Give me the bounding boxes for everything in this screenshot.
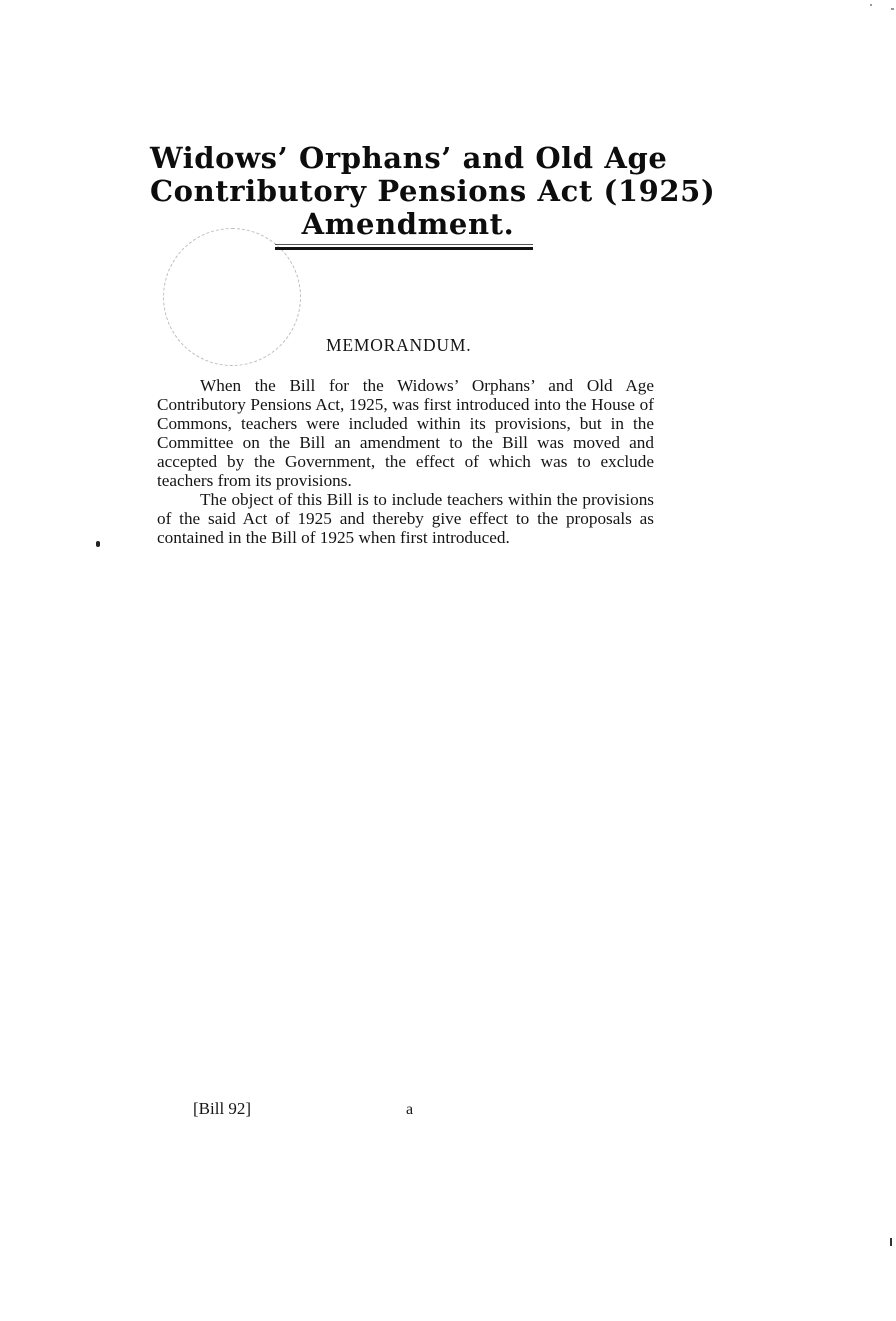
scan-speck [870,4,872,6]
title-divider-rule [275,244,533,250]
title-line-1: Widows’ Orphans’ and Old Age [150,141,668,175]
divider-thin-line [275,244,533,245]
title-line-3: Amendment. [301,207,515,241]
scan-speck [890,1238,892,1246]
divider-thick-line [275,247,533,250]
memorandum-body [157,376,654,547]
memorandum-paragraph-2: The object of this Bill is to include teachers within the provisions of the said Act of 1925 and thereby give effect to the proposals as contained in the Bill of 1925 when first introduced. [157,490,654,547]
memorandum-heading: MEMORANDUM. [326,335,472,355]
signature-mark: a [406,1101,414,1118]
bill-number: [Bill 92] [193,1099,252,1118]
margin-ink-mark [96,541,100,547]
scan-speck [891,8,894,10]
title-line-2: Contributory Pensions Act (1925) [150,174,716,208]
memorandum-paragraph-1: When the Bill for the Widows’ Orphans’ and Old Age Contributory Pensions Act, 1925, was first introduced into the House of Commons, teachers were included within its provisions, but in the Committee on the Bill an amendment to the Bill was moved and accepted by the Government, the effect of which was to exclude teachers from its provisions. [157,376,654,490]
page-title [150,141,716,241]
